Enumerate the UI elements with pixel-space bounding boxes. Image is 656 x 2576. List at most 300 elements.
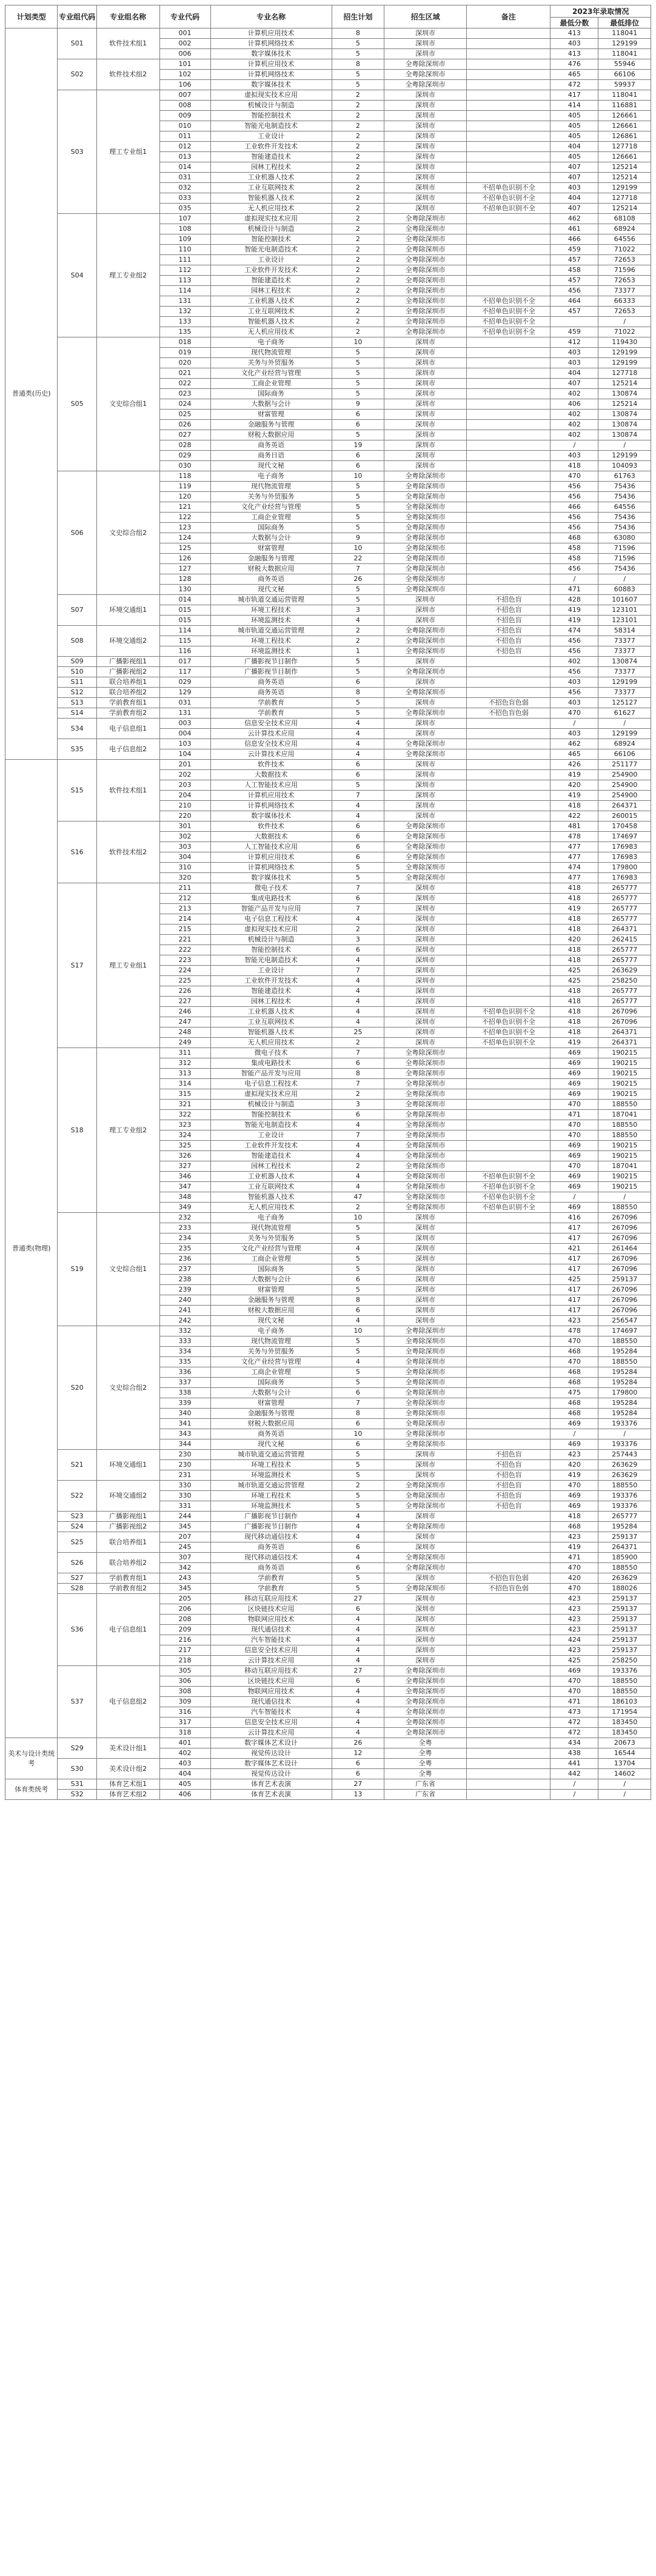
note-cell — [467, 1532, 551, 1542]
min-rank-cell: 190215 — [598, 1172, 651, 1182]
note-cell — [467, 1048, 551, 1058]
plan-count-cell: 2 — [332, 90, 384, 101]
major-code-cell: 018 — [159, 337, 210, 348]
region-cell: 深圳市 — [384, 791, 467, 801]
min-score-cell: 423 — [551, 1594, 598, 1604]
min-score-cell: 472 — [551, 1728, 598, 1738]
plan-count-cell: 4 — [332, 1141, 384, 1151]
note-cell — [467, 39, 551, 49]
region-cell: 深圳市 — [384, 379, 467, 389]
note-cell — [467, 492, 551, 502]
note-cell — [467, 399, 551, 410]
plan-count-cell: 2 — [332, 636, 384, 646]
min-score-cell: 423 — [551, 1615, 598, 1625]
min-score-cell: 403 — [551, 729, 598, 739]
table-row — [5, 1779, 651, 1790]
region-cell: 深圳市 — [384, 1542, 467, 1553]
major-name-cell: 无人机应用技术 — [210, 204, 332, 214]
plan-count-cell: 4 — [332, 976, 384, 986]
region-cell: 深圳市 — [384, 152, 467, 162]
region-cell: 全粤 — [384, 1769, 467, 1779]
major-name-cell: 环境监测技术 — [210, 646, 332, 657]
major-name-cell: 工业机器人技术 — [210, 296, 332, 307]
min-rank-cell: 129199 — [598, 39, 651, 49]
min-score-cell: 419 — [551, 1542, 598, 1553]
table-row — [5, 677, 651, 688]
plan-count-cell: 6 — [332, 1542, 384, 1553]
region-cell: 全粤除深圳市 — [384, 1100, 467, 1110]
major-code-cell: 127 — [159, 564, 210, 574]
plan-count-cell: 6 — [332, 1439, 384, 1450]
plan-count-cell: 5 — [332, 1584, 384, 1594]
note-cell — [467, 430, 551, 440]
major-name-cell: 虚拟现实技术应用 — [210, 925, 332, 935]
region-cell: 深圳市 — [384, 760, 467, 770]
major-name-cell: 商务英语 — [210, 1563, 332, 1573]
region-cell: 深圳市 — [384, 976, 467, 986]
min-rank-cell: 130874 — [598, 389, 651, 399]
major-code-cell: 121 — [159, 502, 210, 513]
min-rank-cell: 260015 — [598, 811, 651, 822]
region-cell: 全粤除深圳市 — [384, 1172, 467, 1182]
min-score-cell: 425 — [551, 966, 598, 976]
min-rank-cell: 193376 — [598, 1501, 651, 1512]
note-cell — [467, 1563, 551, 1573]
major-name-cell: 学前教育 — [210, 698, 332, 708]
plan-count-cell: 7 — [332, 791, 384, 801]
group-name-cell: 学前教育组2 — [96, 1584, 159, 1594]
min-score-cell: 471 — [551, 585, 598, 595]
min-rank-cell: 264371 — [598, 1038, 651, 1048]
min-rank-cell: 73377 — [598, 667, 651, 677]
min-rank-cell: 259137 — [598, 1532, 651, 1542]
min-score-cell: 420 — [551, 935, 598, 945]
region-cell: 深圳市 — [384, 914, 467, 925]
min-rank-cell: 193376 — [598, 1491, 651, 1501]
min-score-cell: 406 — [551, 399, 598, 410]
major-name-cell: 环境监测技术 — [210, 616, 332, 626]
note-cell: 不招单色识别不全 — [467, 1027, 551, 1038]
min-score-cell: 468 — [551, 533, 598, 543]
table-row — [5, 1573, 651, 1584]
note-cell: 不招色盲 — [467, 646, 551, 657]
major-name-cell: 工业设计 — [210, 255, 332, 265]
plan-count-cell: 4 — [332, 1718, 384, 1728]
min-score-cell: 469 — [551, 1439, 598, 1450]
note-cell — [467, 49, 551, 59]
note-cell — [467, 379, 551, 389]
min-rank-cell: 190215 — [598, 1058, 651, 1069]
note-cell — [467, 1759, 551, 1769]
min-rank-cell: 264371 — [598, 1027, 651, 1038]
major-name-cell: 数字媒体艺术设计 — [210, 1759, 332, 1769]
min-rank-cell: 187041 — [598, 1161, 651, 1172]
major-code-cell: 231 — [159, 1470, 210, 1481]
plan-count-cell: 5 — [332, 657, 384, 667]
major-name-cell: 人工智能技术应用 — [210, 842, 332, 852]
major-name-cell: 智能产品开发与应用 — [210, 904, 332, 914]
region-cell: 深圳市 — [384, 39, 467, 49]
group-name-cell: 文史综合组1 — [96, 1213, 159, 1326]
min-score-cell: 402 — [551, 389, 598, 399]
note-cell — [467, 1419, 551, 1429]
plan-count-cell: 6 — [332, 842, 384, 852]
note-cell — [467, 1512, 551, 1522]
min-score-cell: 424 — [551, 1635, 598, 1645]
min-rank-cell: 254900 — [598, 770, 651, 780]
region-cell: 深圳市 — [384, 1470, 467, 1481]
plan-count-cell: 4 — [332, 811, 384, 822]
min-rank-cell: 254900 — [598, 791, 651, 801]
region-cell: 深圳市 — [384, 1625, 467, 1635]
major-code-cell: 234 — [159, 1233, 210, 1244]
min-score-cell: 425 — [551, 1656, 598, 1666]
note-cell — [467, 337, 551, 348]
min-score-cell: 477 — [551, 873, 598, 883]
note-cell: 不招色盲 — [467, 1491, 551, 1501]
min-rank-cell: 130874 — [598, 430, 651, 440]
min-rank-cell: 119430 — [598, 337, 651, 348]
min-score-cell: 417 — [551, 1306, 598, 1316]
major-name-cell: 汽车智能技术 — [210, 1635, 332, 1645]
min-rank-cell: 190215 — [598, 1079, 651, 1089]
major-name-cell: 物联网应用技术 — [210, 1687, 332, 1697]
min-rank-cell: 64556 — [598, 502, 651, 513]
plan-count-cell: 2 — [332, 265, 384, 276]
major-name-cell: 国际商务 — [210, 1378, 332, 1388]
major-name-cell: 现代通信技术 — [210, 1697, 332, 1707]
plan-count-cell: 8 — [332, 1409, 384, 1419]
plan-count-cell: 6 — [332, 1275, 384, 1285]
major-code-cell: 222 — [159, 945, 210, 955]
min-rank-cell: 72653 — [598, 255, 651, 265]
plan-count-cell: 4 — [332, 1017, 384, 1027]
region-cell: 深圳市 — [384, 1594, 467, 1604]
plan-count-cell: 6 — [332, 1759, 384, 1769]
major-code-cell: 101 — [159, 59, 210, 70]
plan-count-cell: 10 — [332, 1429, 384, 1439]
major-code-cell: 230 — [159, 1460, 210, 1470]
region-cell: 深圳市 — [384, 894, 467, 904]
min-rank-cell: 123101 — [598, 616, 651, 626]
group-code-cell: S21 — [58, 1450, 96, 1481]
note-cell — [467, 420, 551, 430]
note-cell — [467, 234, 551, 245]
min-score-cell: 403 — [551, 677, 598, 688]
major-name-cell: 智能建造技术 — [210, 152, 332, 162]
region-cell: 深圳市 — [384, 677, 467, 688]
table-row — [5, 688, 651, 698]
region-cell: 深圳市 — [384, 28, 467, 39]
plan-count-cell: 4 — [332, 1244, 384, 1254]
min-rank-cell: 125127 — [598, 698, 651, 708]
min-score-cell: 456 — [551, 646, 598, 657]
major-code-cell: 119 — [159, 482, 210, 492]
plan-type-cell: 体育类统考 — [5, 1779, 58, 1800]
major-code-cell: 334 — [159, 1347, 210, 1357]
major-name-cell: 园林工程技术 — [210, 162, 332, 173]
plan-count-cell: 5 — [332, 585, 384, 595]
major-name-cell: 智能机器人技术 — [210, 1192, 332, 1203]
major-name-cell: 智能产品开发与应用 — [210, 1069, 332, 1079]
region-cell: 深圳市 — [384, 780, 467, 791]
plan-count-cell: 4 — [332, 1120, 384, 1130]
region-cell: 深圳市 — [384, 1275, 467, 1285]
plan-count-cell: 5 — [332, 1460, 384, 1470]
region-cell: 全粤 — [384, 1738, 467, 1748]
region-cell: 全粤除深圳市 — [384, 1192, 467, 1203]
major-code-cell: 024 — [159, 399, 210, 410]
note-cell — [467, 1779, 551, 1790]
note-cell — [467, 1130, 551, 1141]
table-row — [5, 657, 651, 667]
note-cell — [467, 966, 551, 976]
group-code-cell: S02 — [58, 59, 96, 90]
region-cell: 全粤除深圳市 — [384, 502, 467, 513]
region-cell: 深圳市 — [384, 1512, 467, 1522]
note-cell: 不招色盲 — [467, 1470, 551, 1481]
major-name-cell: 环境工程技术 — [210, 1491, 332, 1501]
region-cell: 全粤除深圳市 — [384, 1347, 467, 1357]
region-cell: 深圳市 — [384, 1604, 467, 1615]
major-code-cell: 208 — [159, 1615, 210, 1625]
region-cell: 深圳市 — [384, 121, 467, 131]
major-code-cell: 206 — [159, 1604, 210, 1615]
note-cell — [467, 832, 551, 842]
plan-count-cell: 6 — [332, 1604, 384, 1615]
min-score-cell: 423 — [551, 1645, 598, 1656]
note-cell — [467, 873, 551, 883]
major-name-cell: 环境监测技术 — [210, 1501, 332, 1512]
region-cell: 全粤除深圳市 — [384, 1079, 467, 1089]
major-code-cell: 248 — [159, 1027, 210, 1038]
table-row — [5, 1553, 651, 1563]
major-name-cell: 环境工程技术 — [210, 636, 332, 646]
plan-count-cell: 2 — [332, 1089, 384, 1100]
plan-count-cell: 6 — [332, 852, 384, 863]
major-name-cell: 工商企业管理 — [210, 1367, 332, 1378]
region-cell: 全粤除深圳市 — [384, 1388, 467, 1398]
min-rank-cell: 118041 — [598, 49, 651, 59]
table-body — [5, 28, 651, 1800]
table-row — [5, 1790, 651, 1800]
min-rank-cell: 176983 — [598, 873, 651, 883]
min-score-cell: 462 — [551, 214, 598, 224]
major-code-cell: 123 — [159, 523, 210, 533]
min-score-cell: / — [551, 1779, 598, 1790]
min-score-cell: 412 — [551, 337, 598, 348]
note-cell: 不招色盲 — [467, 1450, 551, 1460]
note-cell — [467, 543, 551, 554]
plan-count-cell: 4 — [332, 616, 384, 626]
min-rank-cell: 59937 — [598, 80, 651, 90]
region-cell: 广东省 — [384, 1779, 467, 1790]
major-code-cell: 015 — [159, 605, 210, 616]
major-name-cell: 工业软件开发技术 — [210, 976, 332, 986]
major-name-cell: 数字媒体技术 — [210, 80, 332, 90]
major-code-cell: 203 — [159, 780, 210, 791]
min-score-cell: 476 — [551, 59, 598, 70]
min-score-cell: 473 — [551, 1707, 598, 1718]
plan-count-cell: 2 — [332, 307, 384, 317]
min-rank-cell: 60883 — [598, 585, 651, 595]
plan-count-cell: 4 — [332, 1697, 384, 1707]
min-rank-cell: 264371 — [598, 925, 651, 935]
region-cell: 深圳市 — [384, 337, 467, 348]
region-cell: 全粤除深圳市 — [384, 873, 467, 883]
plan-count-cell: 5 — [332, 39, 384, 49]
major-name-cell: 计算机应用技术 — [210, 59, 332, 70]
note-cell: 不招单色识别不全 — [467, 1203, 551, 1213]
min-rank-cell: 257443 — [598, 1450, 651, 1460]
major-code-cell: 312 — [159, 1058, 210, 1069]
min-score-cell: 468 — [551, 1522, 598, 1532]
min-rank-cell: 259137 — [598, 1594, 651, 1604]
min-score-cell: 471 — [551, 1110, 598, 1120]
min-score-cell: 422 — [551, 811, 598, 822]
min-score-cell: 472 — [551, 1718, 598, 1728]
plan-count-cell: 27 — [332, 1594, 384, 1604]
min-rank-cell: 267096 — [598, 1223, 651, 1233]
min-score-cell: 417 — [551, 1223, 598, 1233]
min-score-cell: 470 — [551, 1161, 598, 1172]
major-name-cell: 无人机应用技术 — [210, 1038, 332, 1048]
group-code-cell: S08 — [58, 626, 96, 657]
major-name-cell: 现代物流管理 — [210, 482, 332, 492]
min-score-cell: 441 — [551, 1759, 598, 1769]
note-cell: 不招色盲色弱 — [467, 708, 551, 719]
region-cell: 深圳市 — [384, 440, 467, 451]
major-code-cell: 217 — [159, 1645, 210, 1656]
plan-count-cell: 4 — [332, 719, 384, 729]
region-cell: 全粤除深圳市 — [384, 636, 467, 646]
major-name-cell: 现代文秘 — [210, 585, 332, 595]
table-row — [5, 1213, 651, 1223]
major-code-cell: 303 — [159, 842, 210, 852]
plan-count-cell: 5 — [332, 873, 384, 883]
major-name-cell: 园林工程技术 — [210, 997, 332, 1007]
major-name-cell: 计算机网络技术 — [210, 39, 332, 49]
plan-count-cell: 8 — [332, 59, 384, 70]
major-name-cell: 工业互联网技术 — [210, 183, 332, 193]
major-code-cell: 001 — [159, 28, 210, 39]
region-cell: 深圳市 — [384, 1264, 467, 1275]
region-cell: 全粤除深圳市 — [384, 739, 467, 749]
major-name-cell: 电子商务 — [210, 337, 332, 348]
region-cell: 全粤除深圳市 — [384, 852, 467, 863]
plan-count-cell: 4 — [332, 729, 384, 739]
major-code-cell: 135 — [159, 327, 210, 337]
plan-count-cell: 6 — [332, 1110, 384, 1120]
table-row — [5, 1522, 651, 1532]
plan-count-cell: 5 — [332, 667, 384, 677]
major-code-cell: 128 — [159, 574, 210, 585]
region-cell: 全粤除深圳市 — [384, 1409, 467, 1419]
region-cell: 全粤除深圳市 — [384, 1357, 467, 1367]
min-score-cell: 417 — [551, 90, 598, 101]
region-cell: 全粤除深圳市 — [384, 1491, 467, 1501]
major-name-cell: 工业设计 — [210, 966, 332, 976]
min-score-cell: 468 — [551, 1378, 598, 1388]
table-row — [5, 739, 651, 749]
min-rank-cell: 195284 — [598, 1522, 651, 1532]
note-cell — [467, 368, 551, 379]
region-cell: 深圳市 — [384, 451, 467, 461]
table-row — [5, 1759, 651, 1769]
major-code-cell: 204 — [159, 791, 210, 801]
min-score-cell: 456 — [551, 667, 598, 677]
plan-count-cell: 6 — [332, 1769, 384, 1779]
min-rank-cell: 20673 — [598, 1738, 651, 1748]
plan-count-cell: 5 — [332, 523, 384, 533]
note-cell — [467, 121, 551, 131]
major-name-cell: 智能光电制造技术 — [210, 1120, 332, 1130]
min-score-cell: 419 — [551, 605, 598, 616]
major-code-cell: 344 — [159, 1439, 210, 1450]
group-code-cell: S04 — [58, 214, 96, 337]
major-code-cell: 012 — [159, 142, 210, 152]
group-code-cell: S03 — [58, 90, 96, 214]
major-name-cell: 数字媒体技术 — [210, 49, 332, 59]
plan-count-cell: 4 — [332, 1172, 384, 1182]
group-code-cell: S18 — [58, 1048, 96, 1213]
major-name-cell: 工业机器人技术 — [210, 1007, 332, 1017]
min-rank-cell: 265777 — [598, 945, 651, 955]
min-rank-cell: 265777 — [598, 914, 651, 925]
table-row — [5, 1594, 651, 1604]
plan-count-cell: 4 — [332, 1532, 384, 1542]
plan-count-cell: 4 — [332, 1707, 384, 1718]
min-rank-cell: 66106 — [598, 749, 651, 760]
major-name-cell: 机械设计与制造 — [210, 101, 332, 111]
note-cell: 不招色盲 — [467, 1481, 551, 1491]
major-code-cell: 404 — [159, 1769, 210, 1779]
note-cell — [467, 214, 551, 224]
min-score-cell: 402 — [551, 420, 598, 430]
note-cell — [467, 1738, 551, 1748]
note-cell — [467, 574, 551, 585]
major-code-cell: 110 — [159, 245, 210, 255]
region-cell: 深圳市 — [384, 1017, 467, 1027]
major-name-cell: 现代移动通信技术 — [210, 1553, 332, 1563]
min-score-cell: 462 — [551, 739, 598, 749]
major-name-cell: 财富管理 — [210, 410, 332, 420]
major-name-cell: 关务与外贸服务 — [210, 1233, 332, 1244]
group-name-cell: 软件技术组2 — [96, 822, 159, 883]
major-code-cell: 340 — [159, 1409, 210, 1419]
min-rank-cell: 265777 — [598, 955, 651, 966]
min-score-cell: 469 — [551, 1491, 598, 1501]
region-cell: 深圳市 — [384, 461, 467, 471]
group-code-cell: S27 — [58, 1573, 96, 1584]
note-cell — [467, 1666, 551, 1676]
major-name-cell: 国际商务 — [210, 389, 332, 399]
table-row — [5, 1512, 651, 1522]
min-score-cell: 405 — [551, 121, 598, 131]
note-cell — [467, 894, 551, 904]
major-name-cell: 软件技术 — [210, 822, 332, 832]
major-code-cell: 323 — [159, 1120, 210, 1130]
major-name-cell: 智能机器人技术 — [210, 1027, 332, 1038]
plan-count-cell: 7 — [332, 966, 384, 976]
major-code-cell: 235 — [159, 1244, 210, 1254]
note-cell — [467, 852, 551, 863]
min-score-cell: 418 — [551, 914, 598, 925]
region-cell: 深圳市 — [384, 430, 467, 440]
region-cell: 深圳市 — [384, 935, 467, 945]
major-name-cell: 文化产业经营与管理 — [210, 502, 332, 513]
note-cell — [467, 1553, 551, 1563]
